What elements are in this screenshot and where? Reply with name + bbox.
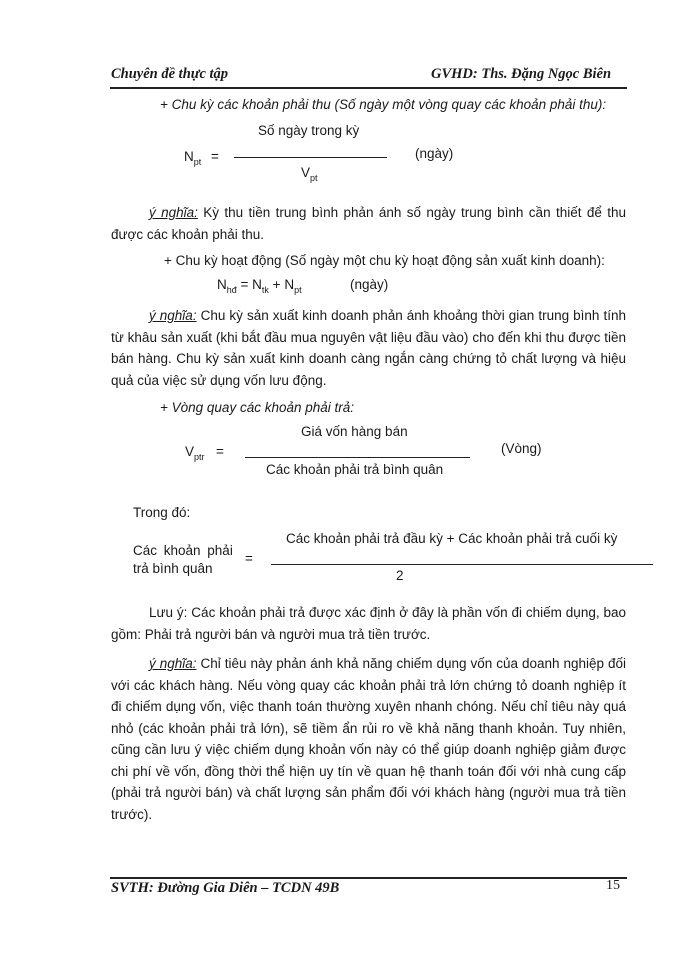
- sec1-lhs: $N_{pt}$: [184, 149, 202, 167]
- sec3-f2-denominator: 2: [396, 568, 404, 583]
- header-right: GVHD: Ths. Đặng Ngọc Biên: [431, 66, 612, 82]
- sec1-denominator: $V_{pt}$: [301, 165, 318, 183]
- footer-left: SVTH: Đường Gia Diên – TCDN 49B: [111, 880, 340, 896]
- sec3-where: Trong đó:: [133, 505, 191, 520]
- sec1-fraction-line: [234, 157, 387, 158]
- sec1-meaning: ý nghĩa: Kỳ thu tiền trung bình phản ánh số ngày trung bình cần thiết để thu được các khoản phải thu.: [111, 205, 626, 242]
- sec3-denominator: Các khoản phải trả bình quân: [266, 462, 444, 477]
- footer-rule: [110, 877, 627, 879]
- sec2-formula: $N_{hđ} = N_{tk} + N_{pt}$: [217, 277, 302, 295]
- sec2-unit: (ngày): [350, 277, 389, 292]
- sec3-numerator: Giá vốn hàng bán: [301, 424, 408, 439]
- header-rule: [110, 87, 627, 89]
- sec3-f2-lhs-line1: Các khoản phải: [133, 543, 233, 558]
- sec3-f2-numerator: Các khoản phải trả đầu kỳ + Các khoản phải trả cuối kỳ: [286, 531, 618, 546]
- page-number: 15: [606, 878, 620, 893]
- sec3-eq: =: [216, 444, 224, 459]
- sec3-f2-eq: =: [245, 551, 253, 566]
- sec3-f2-fraction-line: [271, 564, 653, 565]
- sec3-fraction-line: [245, 457, 470, 458]
- sec3-lhs: $V_{ptr}$: [185, 444, 205, 462]
- sec1-numerator: Số ngày trong kỳ: [258, 123, 360, 138]
- sec1-eq: =: [211, 149, 219, 164]
- sec1-heading: + Chu kỳ các khoản phải thu (Số ngày một vòng quay các khoản phải thu):: [160, 97, 607, 112]
- sec3-heading: + Vòng quay các khoản phải trả:: [160, 400, 355, 415]
- sec3-meaning: ý nghĩa: Chỉ tiêu này phản ánh khả năng chiếm dụng vốn của doanh nghiệp đối với các khách hàng. Nếu vòng quay các khoản phải trả lớn chứng tỏ doanh nghiệp ít đi chiếm dụng vốn, việc thanh toán thường xuyên nhanh chóng. Nếu chỉ tiêu này quá nhỏ (các khoản phải trả lớn), sẽ tiềm ẩn rủi ro về khả năng thanh khoản. Tuy nhiên, cũng cần lưu ý việc chiếm dụng khoản vốn này có thể giúp doanh nghiệp giảm được chi phí về vốn, đồng thời thể hiện uy tín về quan hệ thanh toán đối với nhà cung cấp (phải trả người bán) và chất lượng sản phẩm đối với khách hàng (người mua trả tiền trước).: [111, 656, 626, 822]
- sec2-meaning: ý nghĩa: Chu kỳ sản xuất kinh doanh phản ánh khoảng thời gian trung bình tính từ khâu sản xuất (khi bắt đầu mua nguyên vật liệu đầu vào) cho đến khi thu được tiền bán hàng. Chu kỳ sản xuất kinh doanh càng ngắn càng chứng tỏ chất lượng và hiệu quả của việc sử dụng vốn lưu động.: [111, 308, 626, 388]
- sec3-note: Lưu ý: Các khoản phải trả được xác định ở đây là phần vốn đi chiếm dụng, bao gồm: Phải trả người bán và người mua trả tiền trước.: [111, 605, 626, 642]
- sec1-unit: (ngày): [415, 146, 454, 161]
- header-left: Chuyên đề thực tập: [111, 66, 229, 82]
- sec3-unit: (Vòng): [501, 441, 542, 456]
- sec2-heading: + Chu kỳ hoạt động (Số ngày một chu kỳ hoạt động sản xuất kinh doanh):: [164, 253, 605, 268]
- sec3-f2-lhs-line2: trả bình quân: [133, 561, 213, 576]
